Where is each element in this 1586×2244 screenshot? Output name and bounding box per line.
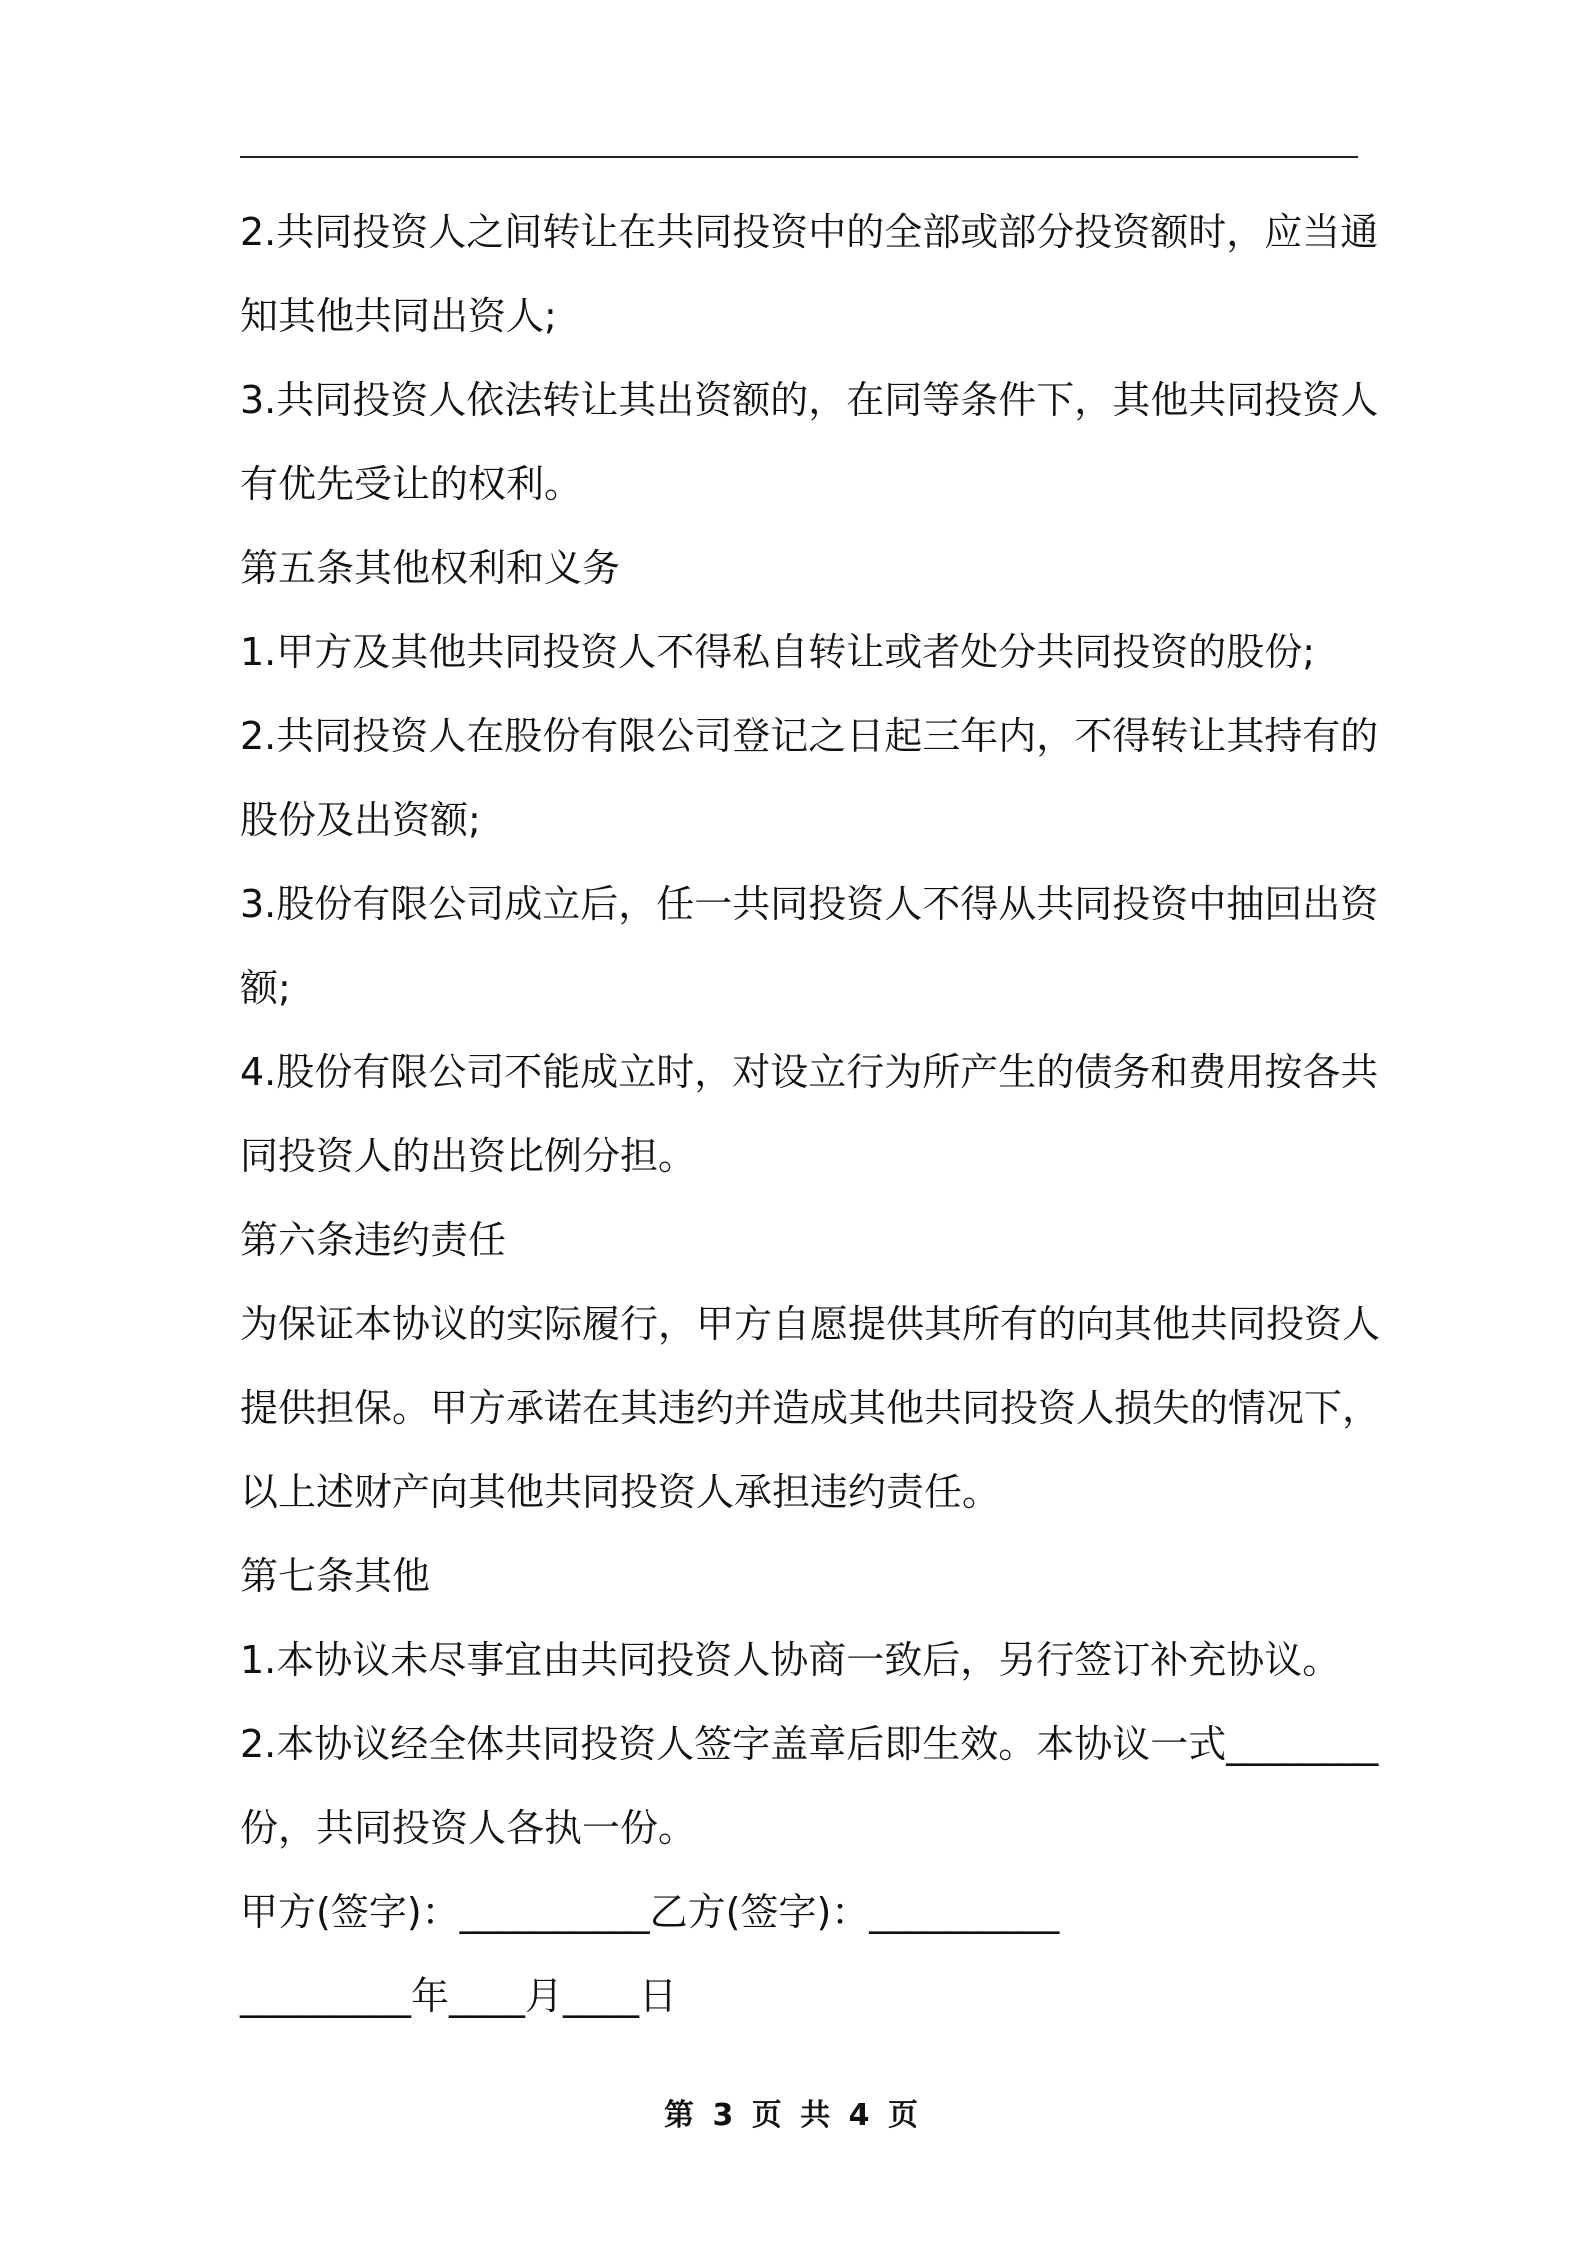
clause-line: 为保证本协议的实际履行，甲方自愿提供其所有的向其他共同投资人 — [240, 1302, 1381, 1346]
signature-line: 甲方(签字)：__________乙方(签字)：__________ — [240, 1890, 1060, 1934]
clause-line: 提供担保。甲方承诺在其违约并造成其他共同投资人损失的情况下， — [240, 1386, 1381, 1430]
clause-line: 同投资人的出资比例分担。 — [240, 1134, 697, 1178]
clause-line: 以上述财产向其他共同投资人承担违约责任。 — [240, 1470, 1001, 1514]
clause-line: 3.股份有限公司成立后，任一共同投资人不得从共同投资中抽回出资 — [240, 882, 1379, 926]
clause-line: 额; — [240, 966, 291, 1010]
clause-line: 3.共同投资人依法转让其出资额的，在同等条件下，其他共同投资人 — [240, 378, 1379, 422]
clause-line: 1.本协议未尽事宜由共同投资人协商一致后，另行签订补充协议。 — [240, 1638, 1341, 1682]
article-heading: 第七条其他 — [240, 1554, 431, 1598]
clause-line: 有优先受让的权利。 — [240, 462, 583, 506]
clause-line: 4.股份有限公司不能成立时，对设立行为所产生的债务和费用按各共 — [240, 1050, 1379, 1094]
clause-line: 份，共同投资人各执一份。 — [240, 1806, 697, 1850]
clause-line: 2.本协议经全体共同投资人签字盖章后即生效。本协议一式________ — [240, 1722, 1379, 1766]
document-body — [240, 190, 1381, 2038]
clause-line: 股份及出资额; — [240, 798, 481, 842]
clause-line: 知其他共同出资人; — [240, 294, 557, 338]
clause-line: 2.共同投资人之间转让在共同投资中的全部或部分投资额时，应当通 — [240, 210, 1379, 254]
date-line: _________年____月____日 — [240, 1974, 678, 2018]
page-number: 第 3 页 共 4 页 — [664, 2098, 922, 2133]
clause-line: 2.共同投资人在股份有限公司登记之日起三年内，不得转让其持有的 — [240, 714, 1379, 758]
article-heading: 第六条违约责任 — [240, 1218, 507, 1262]
header-rule — [240, 156, 1358, 158]
article-heading: 第五条其他权利和义务 — [240, 546, 621, 590]
clause-line: 1.甲方及其他共同投资人不得私自转让或者处分共同投资的股份; — [240, 630, 1316, 674]
